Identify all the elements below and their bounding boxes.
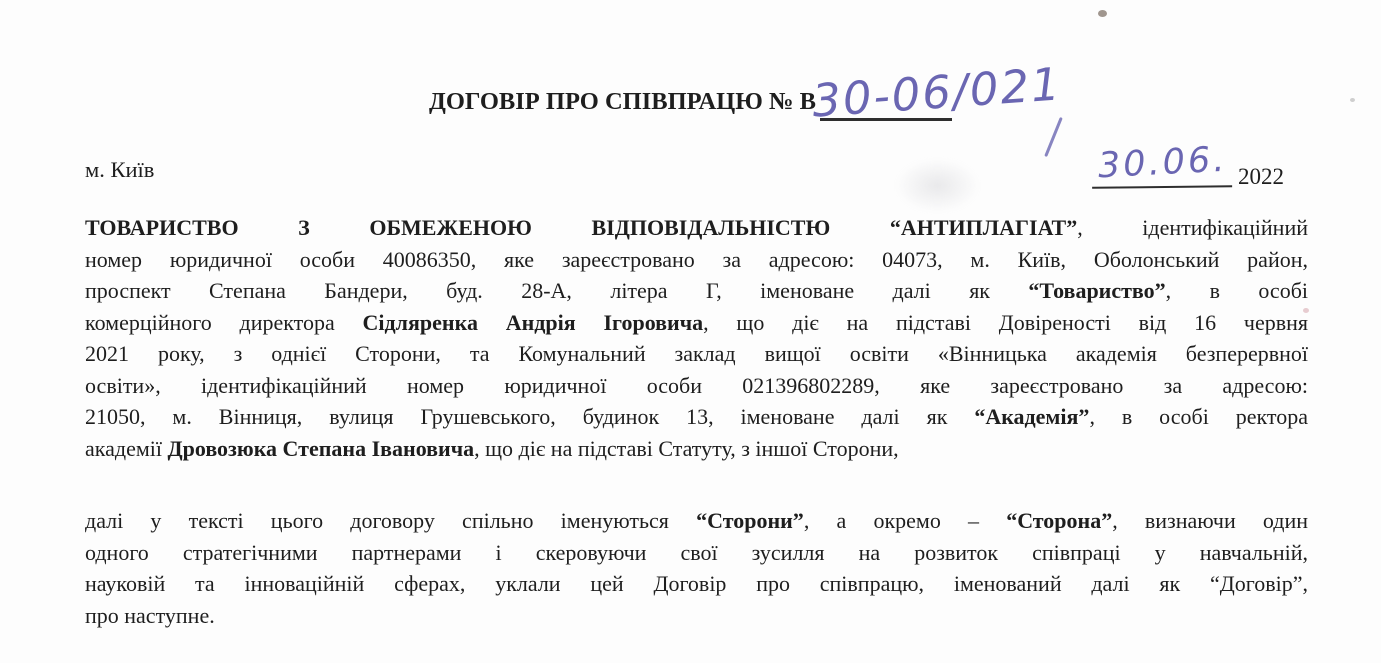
text-segment: , в особі [1165, 278, 1308, 303]
text-line [85, 600, 1308, 632]
date-year: 2022 [1238, 164, 1284, 189]
text-line [85, 212, 1308, 244]
text-segment: 21050, м. Вінниця, вулиця Грушевського, будинок 13, іменоване далі як [85, 404, 975, 429]
text-segment: номер юридичної особи 40086350, яке зареєстровано за адресою: 04073, м. Київ, Оболонський район, [85, 246, 1308, 272]
scan-speck [1098, 10, 1107, 17]
text-segment: проспект Степана Бандери, буд. 28-А, літера Г, іменоване далі як [85, 278, 1029, 303]
contract-body [85, 212, 1308, 631]
text-segment: одного стратегічними партнерами і скеровуючи свої зусилля на розвиток співпраці у навчальній, [85, 539, 1308, 565]
text-segment: , визнаючи один [1112, 508, 1309, 533]
text-segment: , що діє на підставі Довіреності від 16 червня [703, 309, 1308, 335]
contract-number-underline [810, 57, 1064, 128]
party1-representative: Сідляренка Андрія Ігоровича [362, 309, 704, 335]
contract-title-row [0, 57, 1381, 128]
text-line [85, 370, 1308, 402]
party2-representative: Дровозюка Степана Івановича [167, 435, 475, 461]
text-line [85, 244, 1308, 276]
date-handwritten: 30.06. [1097, 139, 1229, 187]
scan-smudge [895, 158, 980, 213]
contract-number-handwritten: 30-06/021 [810, 57, 1064, 128]
preamble-paragraph [85, 212, 1308, 464]
text-segment: , ідентифікаційний [1077, 215, 1308, 240]
text-line [85, 307, 1308, 339]
city-label: м. Київ [85, 157, 155, 182]
party1-name: ТОВАРИСТВО З ОБМЕЖЕНОЮ ВІДПОВІДАЛЬНІСТЮ “АНТИПЛАГІАТ” [85, 215, 1078, 240]
text-segment: академії [85, 435, 168, 461]
party1-short-name: “Товариство” [1028, 278, 1166, 303]
text-line [85, 433, 1308, 465]
parties-definition-paragraph [85, 505, 1308, 631]
text-segment: , а окремо – [803, 508, 1007, 533]
text-line [85, 338, 1308, 370]
text-line [85, 401, 1308, 433]
parties-term: “Сторони” [696, 508, 804, 533]
text-line [85, 537, 1308, 569]
text-line [85, 505, 1308, 537]
party2-short-name: “Академія” [974, 404, 1090, 429]
text-line [85, 275, 1308, 307]
handwriting-pen-stroke [1044, 117, 1063, 157]
text-segment: 2021 року, з однієї Сторони, та Комунальний заклад вищої освіти «Вінницька академія безперервної [85, 341, 1308, 366]
text-segment: комерційного директора [85, 309, 363, 335]
text-segment: освіти», ідентифікаційний номер юридичної особи 021396802289, яке зареєстровано за адресою: [85, 372, 1308, 398]
text-segment: науковій та інноваційній сферах, уклали цей Договір про співпрацю, іменований далі як “Договір”, [85, 571, 1308, 596]
text-segment: далі у тексті цього договору спільно іменуються [85, 508, 697, 533]
contract-title: ДОГОВІР ПРО СПІВПРАЦЮ № В [428, 88, 817, 115]
text-segment: про наступне. [85, 602, 215, 628]
party-term: “Сторона” [1006, 508, 1113, 533]
text-segment: , в особі ректора [1089, 404, 1308, 429]
text-segment: , що діє на підставі Статуту, з іншої Сторони, [474, 435, 899, 461]
text-line [85, 568, 1308, 600]
